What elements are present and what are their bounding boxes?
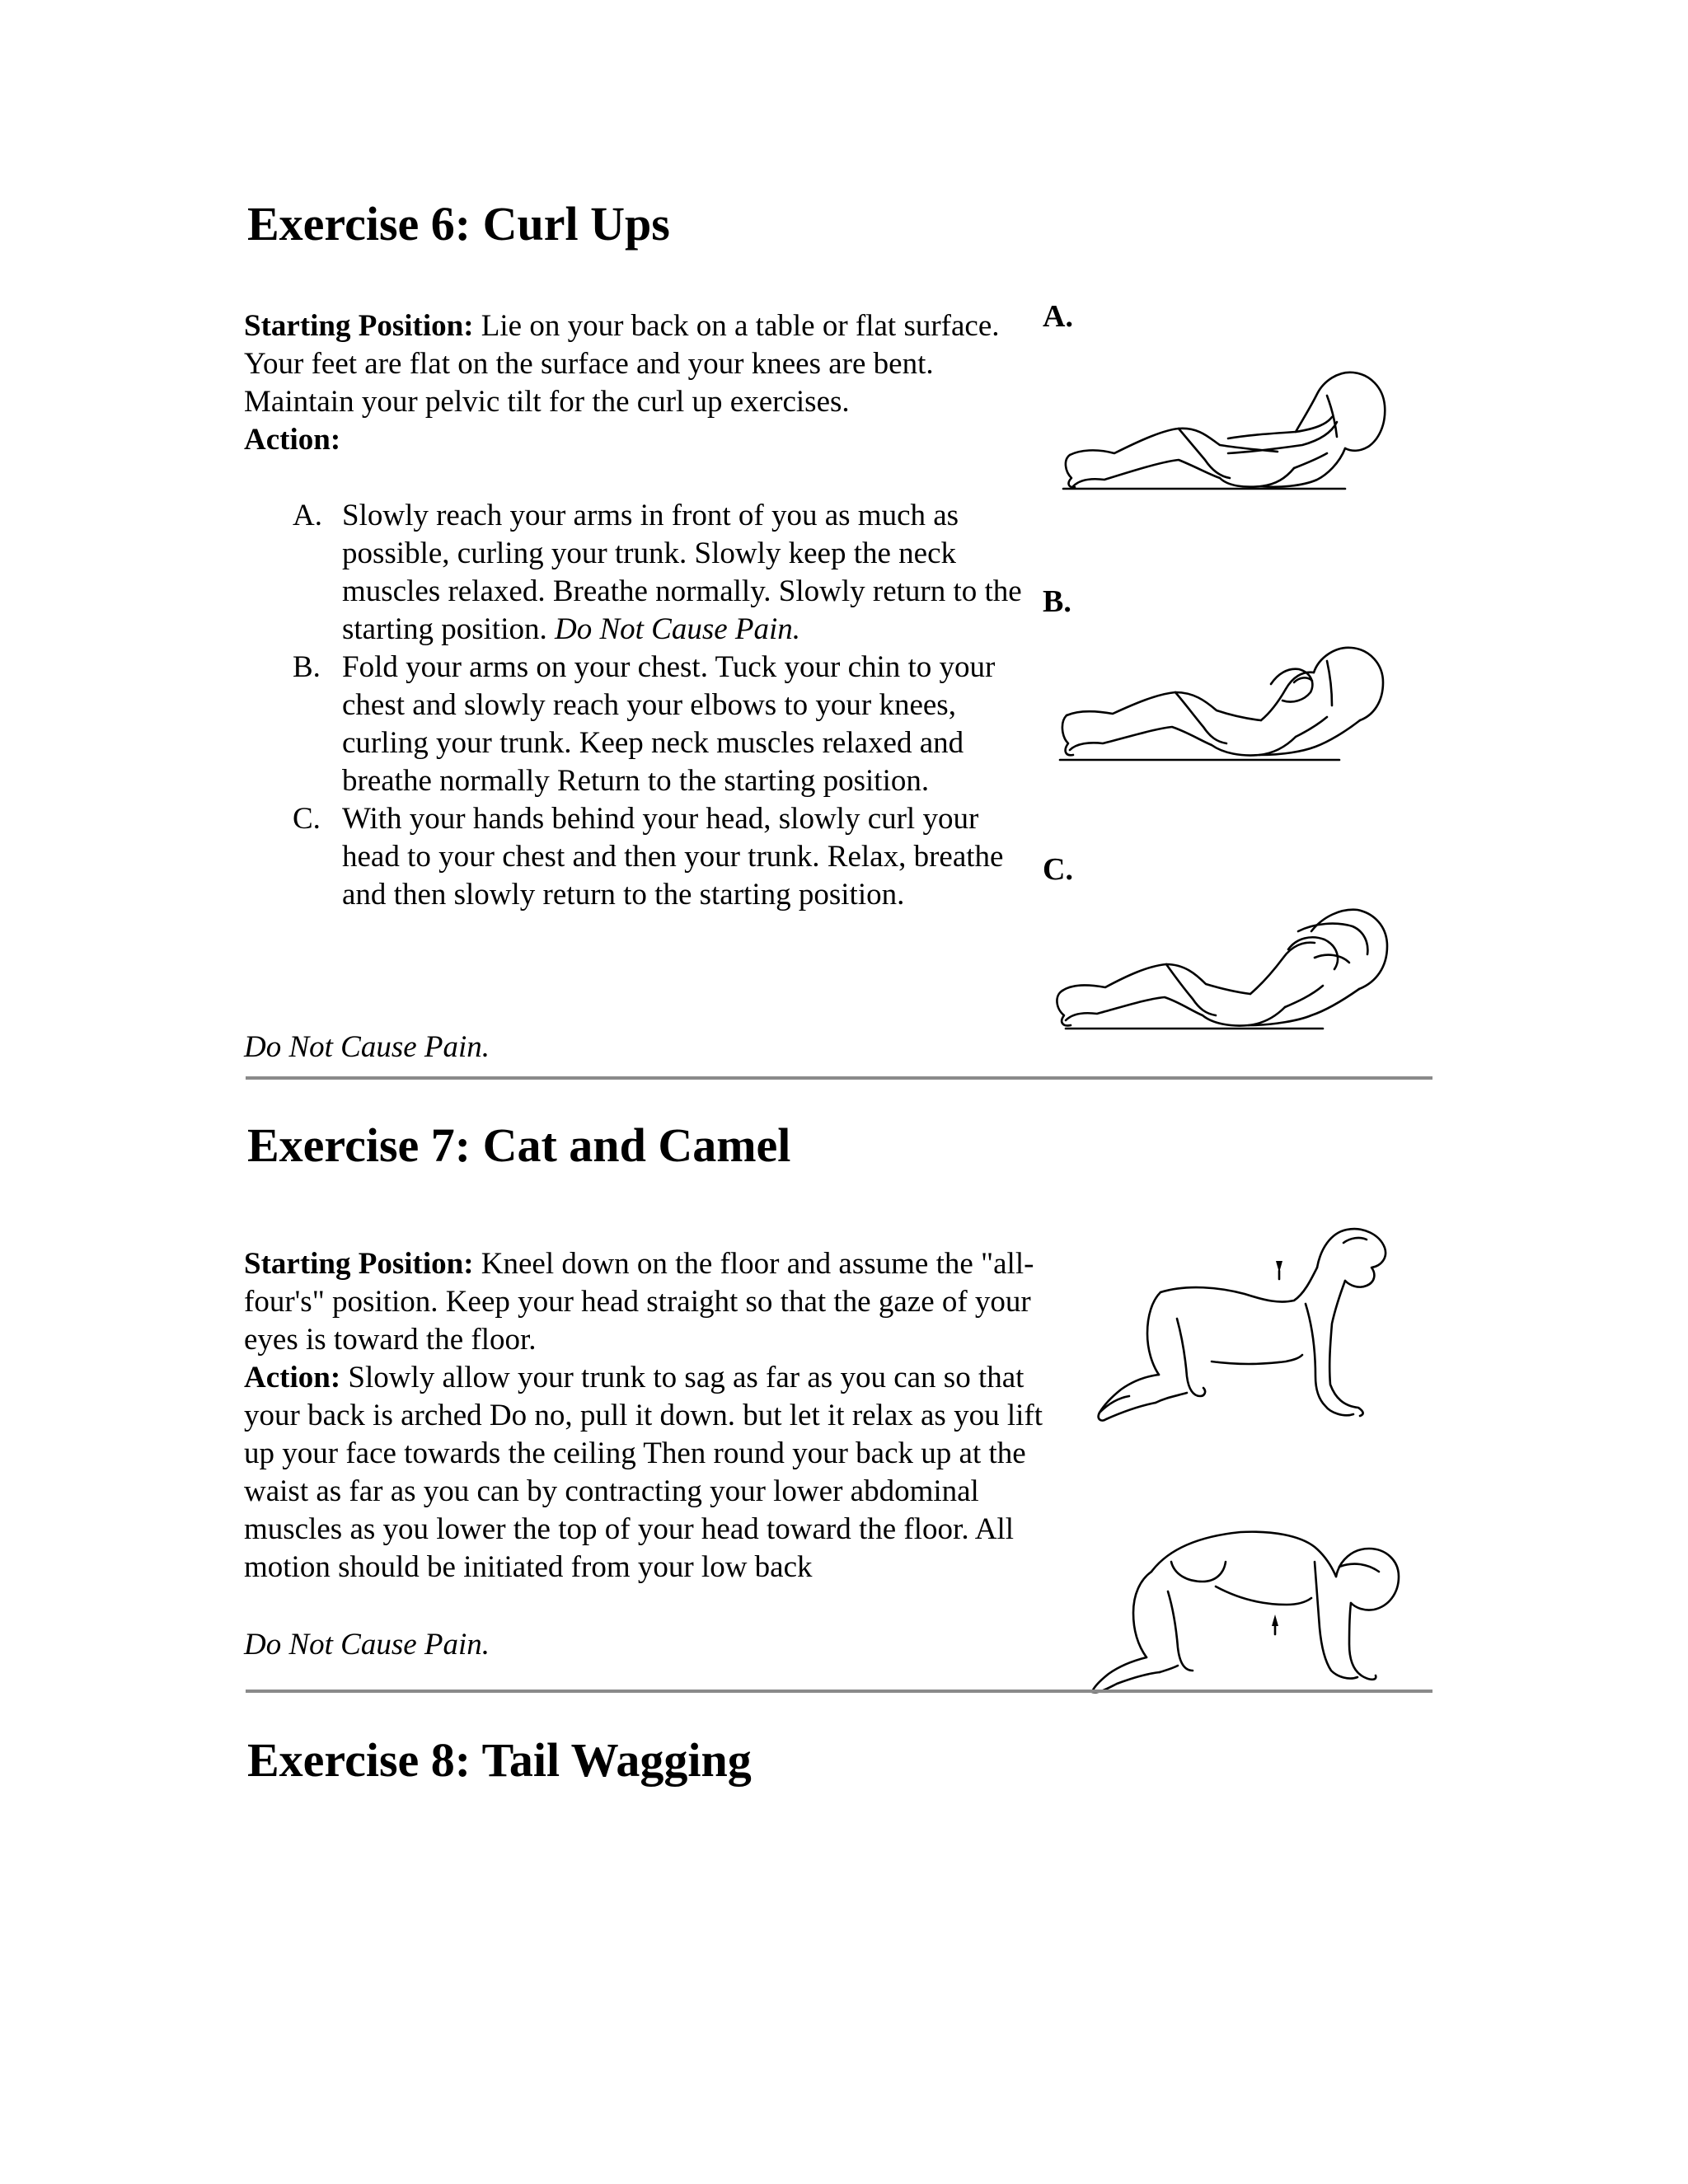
figure-label-c: C. xyxy=(1043,852,1073,887)
exercise-7-instructions xyxy=(244,1245,1076,1586)
starting-position-text: Kneel down on the floor and assume the "all-four's" position. Keep your head straight so that the gaze of your eyes is toward the floor. xyxy=(244,1247,1034,1357)
exercise-6-title: Exercise 6: Curl Ups xyxy=(247,197,670,251)
starting-position-label: Starting Position: xyxy=(244,1247,474,1281)
action-label: Action: xyxy=(244,1361,341,1394)
curl-up-arms-folded-illustration xyxy=(1055,635,1401,766)
cat-position-sagging-back-illustration xyxy=(1096,1220,1401,1434)
exercise-6-starting-position xyxy=(244,307,1035,459)
figure-label-a: A. xyxy=(1043,299,1073,334)
section-divider xyxy=(246,1076,1432,1080)
section-divider xyxy=(246,1690,1432,1693)
camel-position-rounded-back-illustration xyxy=(1092,1512,1405,1694)
exercise-7-footer-warning: Do Not Cause Pain. xyxy=(244,1628,490,1661)
list-item xyxy=(293,800,1039,914)
list-marker: A. xyxy=(293,499,322,532)
list-item-warning: Do Not Cause Pain. xyxy=(554,612,801,646)
list-item xyxy=(293,497,1039,649)
list-item-text: With your hands behind your head, slowly curl your head to your chest and then your trunk. Relax, breathe and then slowly return to the starting position. xyxy=(342,802,1004,912)
list-marker: B. xyxy=(293,650,321,684)
exercise-7-title: Exercise 7: Cat and Camel xyxy=(247,1118,791,1172)
curl-up-hands-behind-head-illustration xyxy=(1051,898,1397,1038)
list-marker: C. xyxy=(293,802,321,836)
list-item-text: Slowly reach your arms in front of you as much as possible, curling your trunk. Slowly keep the neck muscles relaxed. Breathe normally. Slowly return to the starting position. xyxy=(342,499,1022,646)
action-text: Slowly allow your trunk to sag as far as you can so that your back is arched Do no, pull it down. but let it relax as you lift up your face towards the ceiling Then round your back up at the waist as far as you can by contracting your lower abdominal muscles as you lower the top of your head toward the floor. All motion should be initiated from your low back xyxy=(244,1361,1043,1584)
starting-position-text: Lie on your back on a table or flat surface. Your feet are flat on the surface and your knees are bent. Maintain your pelvic tilt for the curl up exercises. xyxy=(244,309,1000,419)
curl-up-arms-forward-illustration xyxy=(1055,363,1401,503)
list-item-text: Fold your arms on your chest. Tuck your chin to your chest and slowly reach your elbows to your knees, curling your trunk. Keep neck muscles relaxed and breathe normally Return to the starting position. xyxy=(342,650,996,798)
action-label: Action: xyxy=(244,423,341,457)
exercise-8-title: Exercise 8: Tail Wagging xyxy=(247,1733,752,1787)
starting-position-label: Starting Position: xyxy=(244,309,474,343)
figure-label-b: B. xyxy=(1043,584,1071,619)
list-item xyxy=(293,649,1039,800)
exercise-6-action-list xyxy=(293,497,1039,914)
exercise-6-footer-warning: Do Not Cause Pain. xyxy=(244,1030,490,1064)
